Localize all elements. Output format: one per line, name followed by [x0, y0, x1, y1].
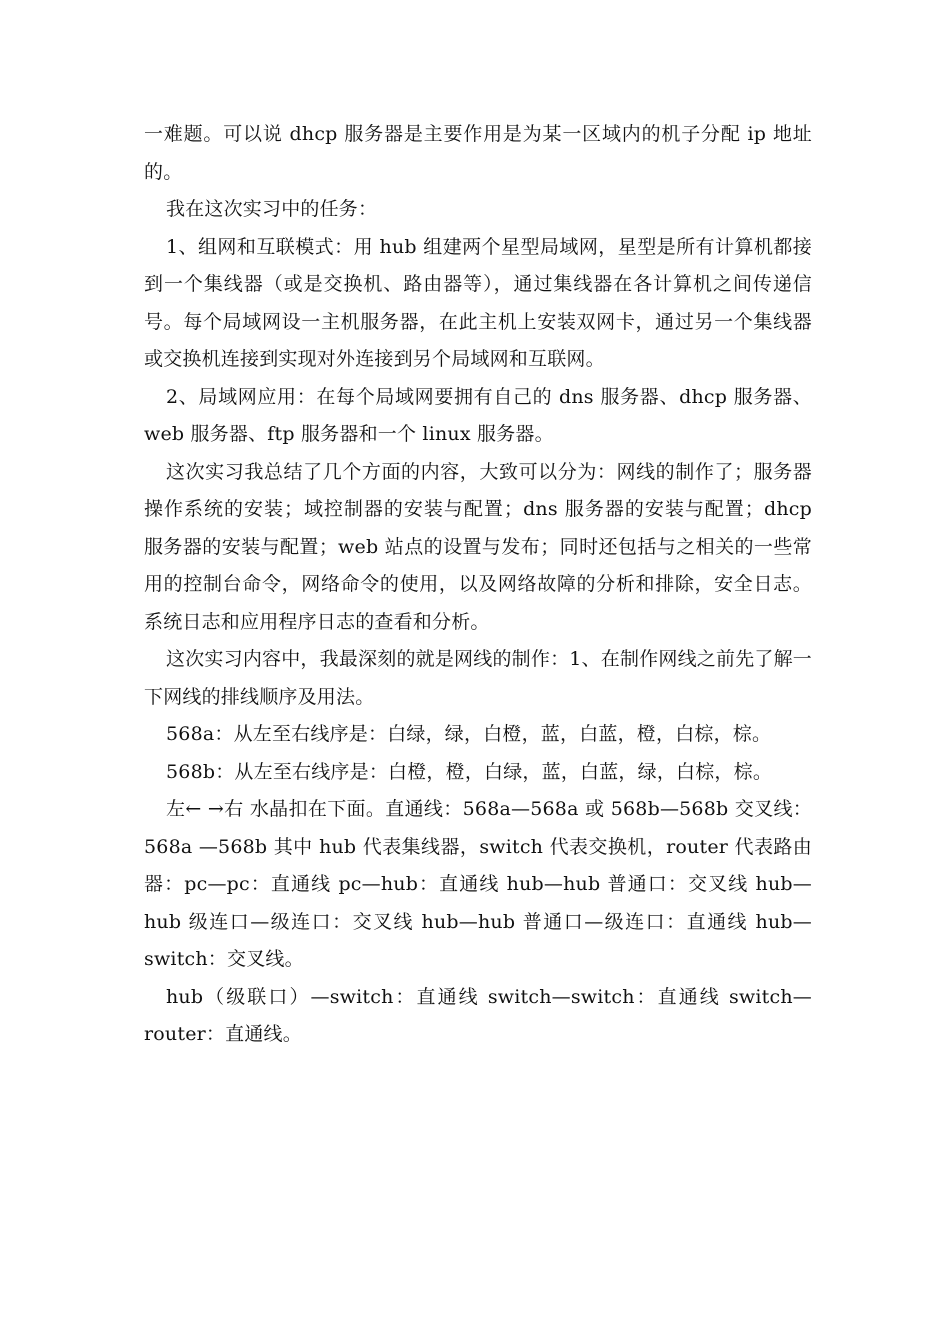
paragraph-lan-application: 2、局域网应用：在每个局域网要拥有自己的 dns 服务器、dhcp 服务器、web 服务器、ftp 服务器和一个 linux 服务器。 — [144, 385, 812, 445]
paragraph-cable-types: 左← →右 水晶扣在下面。直通线：568a—568a 或 568b—568b 交叉线：568a —568b 其中 hub 代表集线器，switch 代表交换机，router 代表路由器：pc—pc：直通线 pc—hub：直通线 hub—hub 普通口：交叉线 hub—hub 级连口—级连口：交叉线 hub—hub 普通口—级连口：直通线 hub—switch：交叉线。 — [144, 798, 812, 970]
paragraph-tasks-heading: 我在这次实习中的任务： — [166, 198, 378, 220]
paragraph-dhcp-summary: 一难题。可以说 dhcp 服务器是主要作用是为某一区域内的机子分配 ip 地址的。 — [144, 123, 812, 183]
paragraph-cable-making: 这次实习内容中，我最深刻的就是网线的制作：1、在制作网线之前先了解一下网线的排线顺序及用法。 — [144, 648, 812, 708]
paragraph-summary: 这次实习我总结了几个方面的内容，大致可以分为：网线的制作了；服务器操作系统的安装；域控制器的安装与配置；dns 服务器的安装与配置；dhcp 服务器的安装与配置；web 站点的设置与发布；同时还包括与之相关的一些常用的控制台命令，网络命令的使用，以及网络故障的分析和排除，安全日志。系统日志和应用程序日志的查看和分析。 — [144, 460, 812, 633]
paragraph-network-mode: 1、组网和互联模式：用 hub 组建两个星型局域网，星型是所有计算机都接到一个集线器（或是交换机、路由器等），通过集线器在各计算机之间传递信号。每个局域网设一主机服务器，在此主机上安装双网卡，通过另一个集线器或交换机连接到实现对外连接到另个局域网和互联网。 — [144, 235, 812, 370]
paragraph-568a-order: 568a：从左至右线序是：白绿，绿，白橙，蓝，白蓝，橙，白棕，棕。 — [166, 723, 772, 745]
paragraph-hub-switch-router: hub（级联口）—switch：直通线 switch—switch：直通线 switch—router：直通线。 — [144, 985, 812, 1045]
paragraph-568b-order: 568b：从左至右线序是：白橙，橙，白绿，蓝，白蓝，绿，白棕，棕。 — [166, 760, 773, 783]
document-body — [144, 116, 812, 1054]
